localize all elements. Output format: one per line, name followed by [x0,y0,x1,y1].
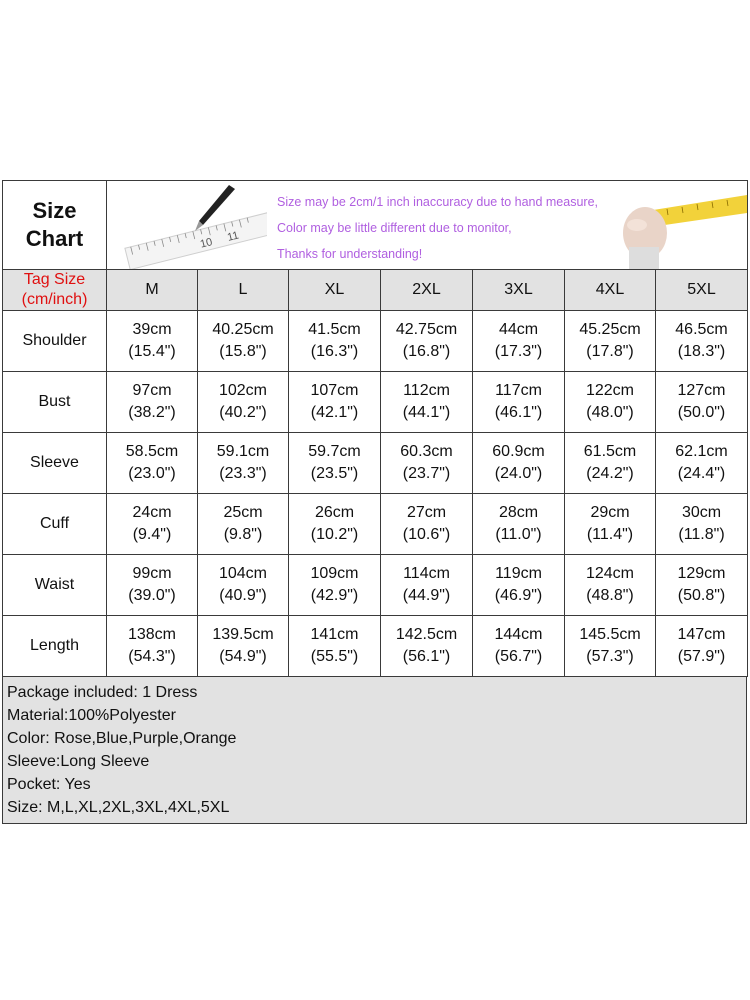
value-cm: 107cm [310,382,359,399]
measurement-label: Bust [3,372,107,433]
measurement-cell [381,311,473,372]
measurement-cell [473,555,565,616]
measurement-cell [198,372,289,433]
value-cm: 104cm [218,565,268,582]
measurement-cell [656,616,748,677]
value-inch: (56.1") [402,648,451,665]
value-inch: (44.9") [402,587,451,604]
value-inch: (11.8") [678,526,725,543]
measurement-cell [656,494,748,555]
info-pocket: Pocket: Yes [7,776,91,793]
measurement-cell [381,433,473,494]
measurement-cell [107,372,198,433]
value-inch: (11.4") [586,526,634,543]
measurement-cell [473,433,565,494]
value-inch: (23.7") [402,465,451,482]
value-inch: (39.0") [128,587,176,604]
header-row [3,270,748,311]
measurement-row [3,494,748,555]
value-inch: (55.5") [310,648,359,665]
product-info-box [2,677,747,824]
value-inch: (16.8") [402,343,451,360]
value-inch: (10.2") [310,526,359,543]
value-cm: 147cm [677,626,726,643]
measurement-cell [473,494,565,555]
measurement-cell [565,616,656,677]
measurement-row [3,616,748,677]
value-cm: 44cm [498,321,539,338]
measurement-cell [289,616,381,677]
value-cm: 124cm [585,565,635,582]
value-inch: (48.8") [586,587,634,604]
measurement-cell [289,311,381,372]
measurement-cell [198,555,289,616]
measurement-cell [289,433,381,494]
value-inch: (23.5") [310,465,359,482]
size-header: 3XL [473,270,565,311]
banner-note-3: Thanks for understanding! [277,247,423,261]
value-inch: (9.8") [223,526,263,543]
value-cm: 41.5cm [308,321,361,338]
info-color: Color: Rose,Blue,Purple,Orange [7,730,237,747]
value-cm: 42.75cm [395,321,458,338]
size-header: L [198,270,289,311]
measurement-cell [565,555,656,616]
measurement-cell [289,494,381,555]
value-cm: 141cm [310,626,359,643]
value-inch: (17.3") [494,343,543,360]
value-inch: (54.9") [219,648,267,665]
value-inch: (48.0") [586,404,634,421]
measurement-cell [107,311,198,372]
value-inch: (38.2") [128,404,176,421]
value-cm: 109cm [310,565,359,582]
value-cm: 114cm [403,565,450,582]
value-cm: 30cm [681,504,722,521]
measurement-cell [381,494,473,555]
measurement-cell [473,372,565,433]
value-cm: 39cm [132,321,172,338]
value-inch: (54.3") [128,648,176,665]
value-cm: 45.25cm [579,321,641,338]
value-cm: 122cm [585,382,635,399]
value-cm: 29cm [590,504,630,521]
measurement-cell [198,433,289,494]
measurement-cell [656,433,748,494]
value-inch: (46.9") [494,587,543,604]
measurement-row [3,311,748,372]
measurement-cell [381,555,473,616]
measurement-cell [107,494,198,555]
value-inch: (24.0") [494,465,543,482]
size-chart [2,180,747,824]
value-inch: (56.7") [494,648,543,665]
measurement-cell [198,616,289,677]
banner-note-2: Color may be little different due to monitor, [277,221,512,235]
measurement-cell [107,616,198,677]
tag-size-line1: Tag Size [23,271,86,288]
measurement-row [3,372,748,433]
value-inch: (42.1") [310,404,359,421]
measurement-cell [107,555,198,616]
value-inch: (50.0") [677,404,726,421]
measure-banner [107,181,748,270]
measurement-cell [289,555,381,616]
value-inch: (15.8") [219,343,267,360]
measurement-cell [381,616,473,677]
info-sizes: Size: M,L,XL,2XL,3XL,4XL,5XL [7,799,230,816]
value-inch: (15.4") [128,343,176,360]
value-cm: 138cm [127,626,177,643]
size-header: M [107,270,198,311]
size-header: XL [289,270,381,311]
value-cm: 144cm [494,626,543,643]
value-inch: (18.3") [677,343,726,360]
value-cm: 139.5cm [212,626,274,643]
value-inch: (17.8") [586,343,634,360]
value-inch: (50.8") [677,587,726,604]
value-inch: (10.6") [402,526,451,543]
measurement-row [3,555,748,616]
value-cm: 60.9cm [492,443,545,460]
measurement-label: Cuff [3,494,107,555]
value-cm: 117cm [495,382,542,399]
value-cm: 58.5cm [125,443,179,460]
measurement-label: Waist [3,555,107,616]
measurement-cell [565,372,656,433]
value-inch: (40.2") [219,404,267,421]
value-cm: 61.5cm [583,443,637,460]
measurement-cell [473,311,565,372]
hand-tape-measure-icon [607,181,747,269]
measurement-cell [656,372,748,433]
measurement-cell [198,311,289,372]
measurement-cell [565,494,656,555]
measurement-label: Sleeve [3,433,107,494]
measurement-cell [656,555,748,616]
value-cm: 40.25cm [212,321,274,338]
value-inch: (23.0") [128,465,176,482]
measurement-cell [289,372,381,433]
size-header: 5XL [656,270,748,311]
value-inch: (24.2") [586,465,634,482]
size-header: 2XL [381,270,473,311]
measurement-cell [198,494,289,555]
value-cm: 127cm [677,382,726,399]
value-cm: 142.5cm [395,626,458,643]
size-table [2,180,748,677]
measurement-cell [381,372,473,433]
measurement-label: Shoulder [3,311,107,372]
value-cm: 145.5cm [579,626,641,643]
measurement-cell [565,433,656,494]
value-cm: 46.5cm [675,321,728,338]
ruler-number-10: 10 [198,236,214,251]
measurement-cell [473,616,565,677]
tag-size-line2: (cm/inch) [21,291,88,308]
value-cm: 112cm [403,382,450,399]
value-inch: (23.3") [219,465,267,482]
info-package: Package included: 1 Dress [7,684,198,701]
value-inch: (57.9") [677,648,726,665]
value-cm: 102cm [218,382,268,399]
value-cm: 119cm [495,565,542,582]
value-cm: 60.3cm [400,443,453,460]
value-cm: 59.1cm [216,443,270,460]
measurement-cell [565,311,656,372]
value-cm: 99cm [132,565,172,582]
value-inch: (40.9") [219,587,267,604]
value-inch: (46.1") [494,404,543,421]
title-line1: Size [32,198,77,223]
info-material: Material:100%Polyester [7,707,176,724]
value-inch: (42.9") [310,587,359,604]
measurement-cell [107,433,198,494]
value-inch: (24.4") [677,465,726,482]
chart-title [3,181,107,270]
value-inch: (57.3") [586,648,634,665]
pen-ruler-icon [107,181,267,269]
value-cm: 62.1cm [675,443,728,460]
value-cm: 27cm [406,504,447,521]
measurement-cell [656,311,748,372]
info-sleeve: Sleeve:Long Sleeve [7,753,150,770]
banner-note-1: Size may be 2cm/1 inch inaccuracy due to hand measure, [277,195,599,209]
size-header: 4XL [565,270,656,311]
value-cm: 26cm [314,504,355,521]
value-inch: (11.0") [495,526,542,543]
measurement-row [3,433,748,494]
value-inch: (9.4") [132,526,172,543]
measurement-label: Length [3,616,107,677]
value-cm: 129cm [677,565,726,582]
value-inch: (44.1") [402,404,451,421]
tag-size-label [3,270,107,311]
value-cm: 97cm [132,382,172,399]
value-inch: (16.3") [310,343,359,360]
value-cm: 25cm [223,504,263,521]
value-cm: 28cm [498,504,539,521]
value-cm: 59.7cm [308,443,361,460]
title-line2: Chart [25,226,84,251]
ruler-number-11: 11 [226,229,241,244]
value-cm: 24cm [132,504,172,521]
